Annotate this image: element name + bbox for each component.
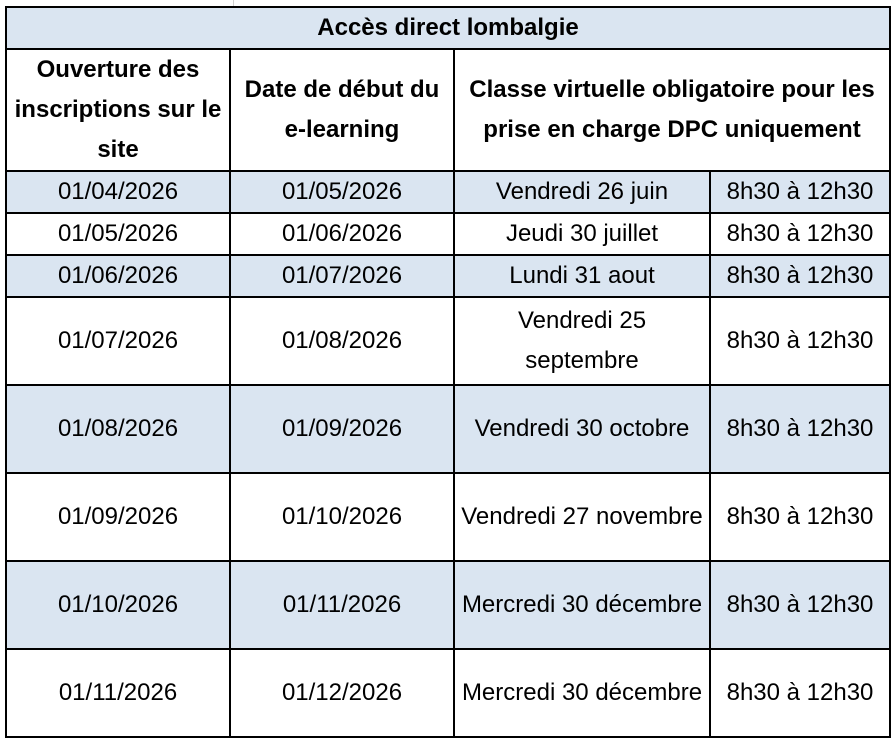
cell-start-date: 01/08/2026 bbox=[230, 297, 454, 385]
cell-open-date: 01/09/2026 bbox=[6, 473, 230, 561]
cell-start-date: 01/06/2026 bbox=[230, 213, 454, 255]
cell-open-date: 01/08/2026 bbox=[6, 385, 230, 473]
cell-open-date: 01/06/2026 bbox=[6, 255, 230, 297]
cell-start-date: 01/10/2026 bbox=[230, 473, 454, 561]
cell-start-date: 01/11/2026 bbox=[230, 561, 454, 649]
cell-start-date: 01/07/2026 bbox=[230, 255, 454, 297]
cell-time: 8h30 à 12h30 bbox=[710, 561, 890, 649]
cell-class-day: Jeudi 30 juillet bbox=[454, 213, 710, 255]
cell-class-day: Vendredi 27 novembre bbox=[454, 473, 710, 561]
table-row bbox=[6, 385, 890, 473]
schedule-table bbox=[5, 6, 891, 738]
cell-time: 8h30 à 12h30 bbox=[710, 649, 890, 737]
cell-start-date: 01/12/2026 bbox=[230, 649, 454, 737]
cell-open-date: 01/04/2026 bbox=[6, 171, 230, 213]
header-virtual-class: Classe virtuelle obligatoire pour les prise en charge DPC uniquement bbox=[454, 49, 890, 171]
table-row bbox=[6, 297, 890, 385]
header-row bbox=[6, 49, 890, 171]
cell-start-date: 01/05/2026 bbox=[230, 171, 454, 213]
title-row bbox=[6, 7, 890, 49]
table-row bbox=[6, 171, 890, 213]
header-start-date: Date de début du e-learning bbox=[230, 49, 454, 171]
cell-class-day: Vendredi 26 juin bbox=[454, 171, 710, 213]
cell-class-day: Mercredi 30 décembre bbox=[454, 649, 710, 737]
table-row bbox=[6, 561, 890, 649]
table-row bbox=[6, 213, 890, 255]
cell-class-day: Lundi 31 aout bbox=[454, 255, 710, 297]
cell-open-date: 01/10/2026 bbox=[6, 561, 230, 649]
cell-open-date: 01/05/2026 bbox=[6, 213, 230, 255]
cell-time: 8h30 à 12h30 bbox=[710, 213, 890, 255]
table-row bbox=[6, 649, 890, 737]
cell-open-date: 01/07/2026 bbox=[6, 297, 230, 385]
cell-time: 8h30 à 12h30 bbox=[710, 171, 890, 213]
cell-time: 8h30 à 12h30 bbox=[710, 255, 890, 297]
cell-class-day: Vendredi 25 septembre bbox=[454, 297, 710, 385]
cell-time: 8h30 à 12h30 bbox=[710, 385, 890, 473]
table-title: Accès direct lombalgie bbox=[6, 7, 890, 49]
cell-class-day: Mercredi 30 décembre bbox=[454, 561, 710, 649]
cell-open-date: 01/11/2026 bbox=[6, 649, 230, 737]
cell-time: 8h30 à 12h30 bbox=[710, 473, 890, 561]
table-row bbox=[6, 473, 890, 561]
table-row bbox=[6, 255, 890, 297]
cell-class-day: Vendredi 30 octobre bbox=[454, 385, 710, 473]
header-opening: Ouverture des inscriptions sur le site bbox=[6, 49, 230, 171]
cell-start-date: 01/09/2026 bbox=[230, 385, 454, 473]
cell-time: 8h30 à 12h30 bbox=[710, 297, 890, 385]
